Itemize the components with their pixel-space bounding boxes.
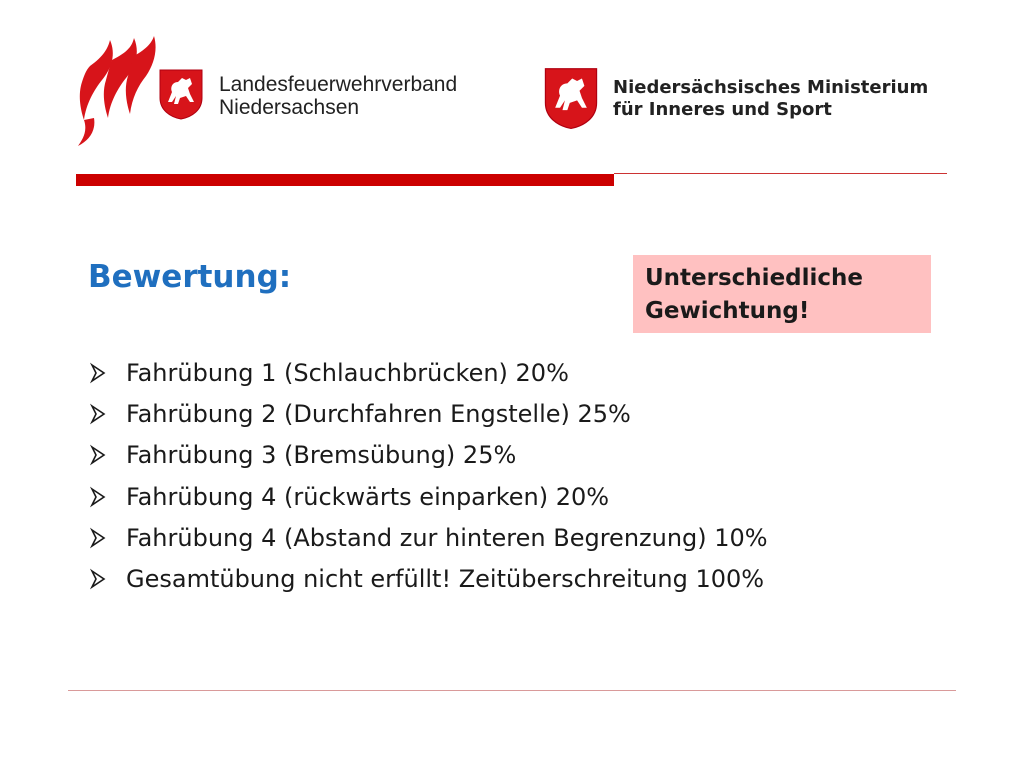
slide-title: Bewertung: xyxy=(88,259,292,295)
list-item xyxy=(86,476,768,517)
ministry-logo xyxy=(543,66,963,136)
header-divider-line xyxy=(614,173,947,174)
arrow-bullet-icon xyxy=(86,402,126,426)
list-item-text: Fahrübung 4 (Abstand zur hinteren Begrenzung) 10% xyxy=(126,523,768,552)
note-line2: Gewichtung! xyxy=(645,298,810,324)
note-line1: Unterschiedliche xyxy=(645,265,864,291)
list-item xyxy=(86,393,768,434)
arrow-bullet-icon xyxy=(86,526,126,550)
list-item-text: Fahrübung 3 (Bremsübung) 25% xyxy=(126,441,517,470)
arrow-bullet-icon xyxy=(86,443,126,467)
list-item-text: Fahrübung 2 (Durchfahren Engstelle) 25% xyxy=(126,399,631,428)
ministry-name xyxy=(613,77,928,121)
lfv-name xyxy=(219,73,457,119)
weighting-note-box xyxy=(633,255,931,333)
lfv-logo xyxy=(76,36,496,151)
footer-divider-line xyxy=(68,690,956,691)
ministry-name-line1: Niedersächsisches Ministerium xyxy=(613,77,929,98)
lower-saxony-horse-crest-icon xyxy=(158,68,204,120)
ministry-name-line2: für Inneres und Sport xyxy=(613,99,832,120)
arrow-bullet-icon xyxy=(86,361,126,385)
list-item-text: Gesamtübung nicht erfüllt! Zeitüberschreitung 100% xyxy=(126,565,765,594)
list-item xyxy=(86,517,768,558)
lfv-name-line1: Landesfeuerwehrverband xyxy=(219,73,458,96)
list-item xyxy=(86,435,768,476)
list-item xyxy=(86,352,768,393)
lower-saxony-horse-crest-icon xyxy=(543,66,599,130)
header-red-bar xyxy=(76,174,614,186)
bullet-list xyxy=(86,352,768,600)
list-item-text: Fahrübung 4 (rückwärts einparken) 20% xyxy=(126,482,610,511)
lfv-name-line2: Niedersachsen xyxy=(219,96,360,119)
arrow-bullet-icon xyxy=(86,567,126,591)
list-item xyxy=(86,558,768,599)
fire-flames-logo-icon xyxy=(76,36,156,148)
list-item-text: Fahrübung 1 (Schlauchbrücken) 20% xyxy=(126,358,569,387)
arrow-bullet-icon xyxy=(86,485,126,509)
